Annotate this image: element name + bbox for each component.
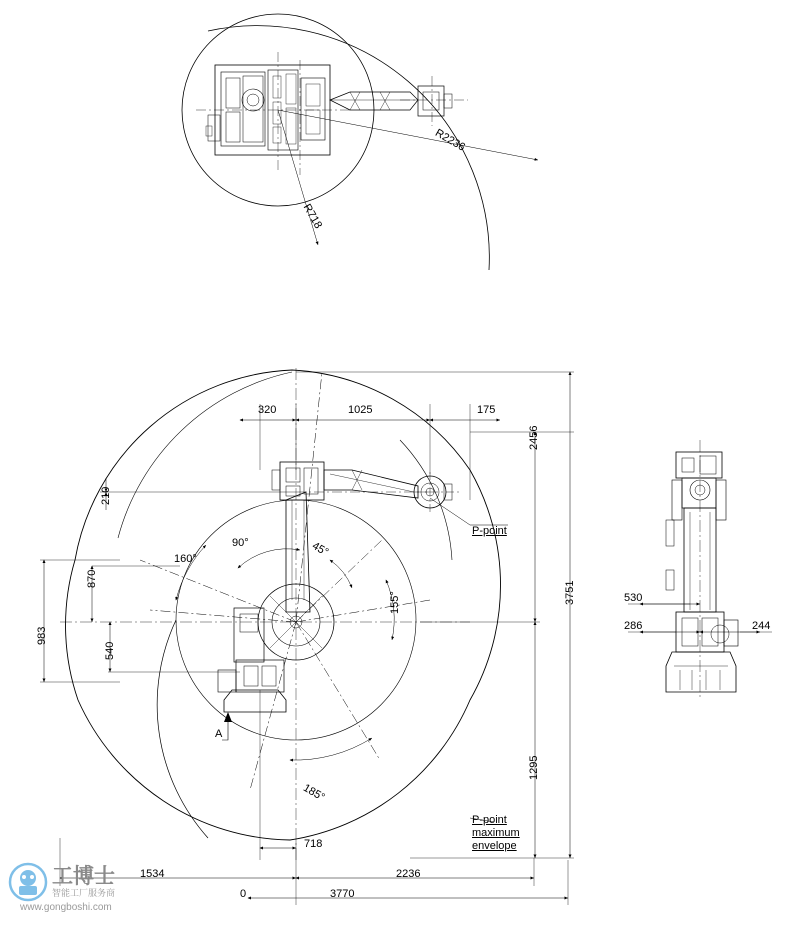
front-view-group: [628, 440, 772, 700]
annotation-section-a: A: [215, 728, 223, 740]
top-view-group: [182, 14, 538, 270]
dim-label-2456: 2456: [528, 425, 540, 450]
dim-label-320: 320: [258, 404, 277, 416]
dim-label-1295: 1295: [528, 755, 540, 780]
dim-label-175: 175: [477, 404, 496, 416]
dim-label-286: 286: [624, 620, 643, 632]
angle-label-160: 160°: [174, 553, 197, 565]
dim-label-870: 870: [86, 569, 98, 588]
dim-label-2236: 2236: [396, 868, 421, 880]
dim-label-3751: 3751: [564, 580, 576, 605]
angle-label-185: 185°: [301, 782, 327, 804]
dim-label-1534: 1534: [140, 868, 165, 880]
angle-label-155: 155°: [389, 591, 401, 614]
dim-label-718: 718: [304, 838, 323, 850]
annotation-p-point: P-point: [472, 525, 507, 537]
dim-label-983: 983: [36, 626, 48, 645]
annotation-p-point-envelope: P-point maximum envelope: [472, 814, 520, 852]
angle-label-45: 45°: [310, 540, 331, 559]
dim-label-r2236: R2236: [433, 127, 468, 154]
watermark-brand: 工博士: [52, 864, 115, 888]
dim-label-origin: 0: [240, 888, 247, 900]
dim-label-530: 530: [624, 592, 643, 604]
angle-label-90: 90°: [232, 537, 249, 549]
dim-label-3770: 3770: [330, 888, 355, 900]
watermark-url: www.gongboshi.com: [20, 902, 112, 913]
dim-label-r718: R718: [300, 202, 325, 231]
dim-label-540: 540: [104, 641, 116, 660]
watermark-tagline: 智能工厂服务商: [52, 888, 116, 898]
dim-label-1025: 1025: [348, 404, 373, 416]
dim-label-210: 210: [100, 486, 112, 505]
dim-label-244: 244: [752, 620, 771, 632]
